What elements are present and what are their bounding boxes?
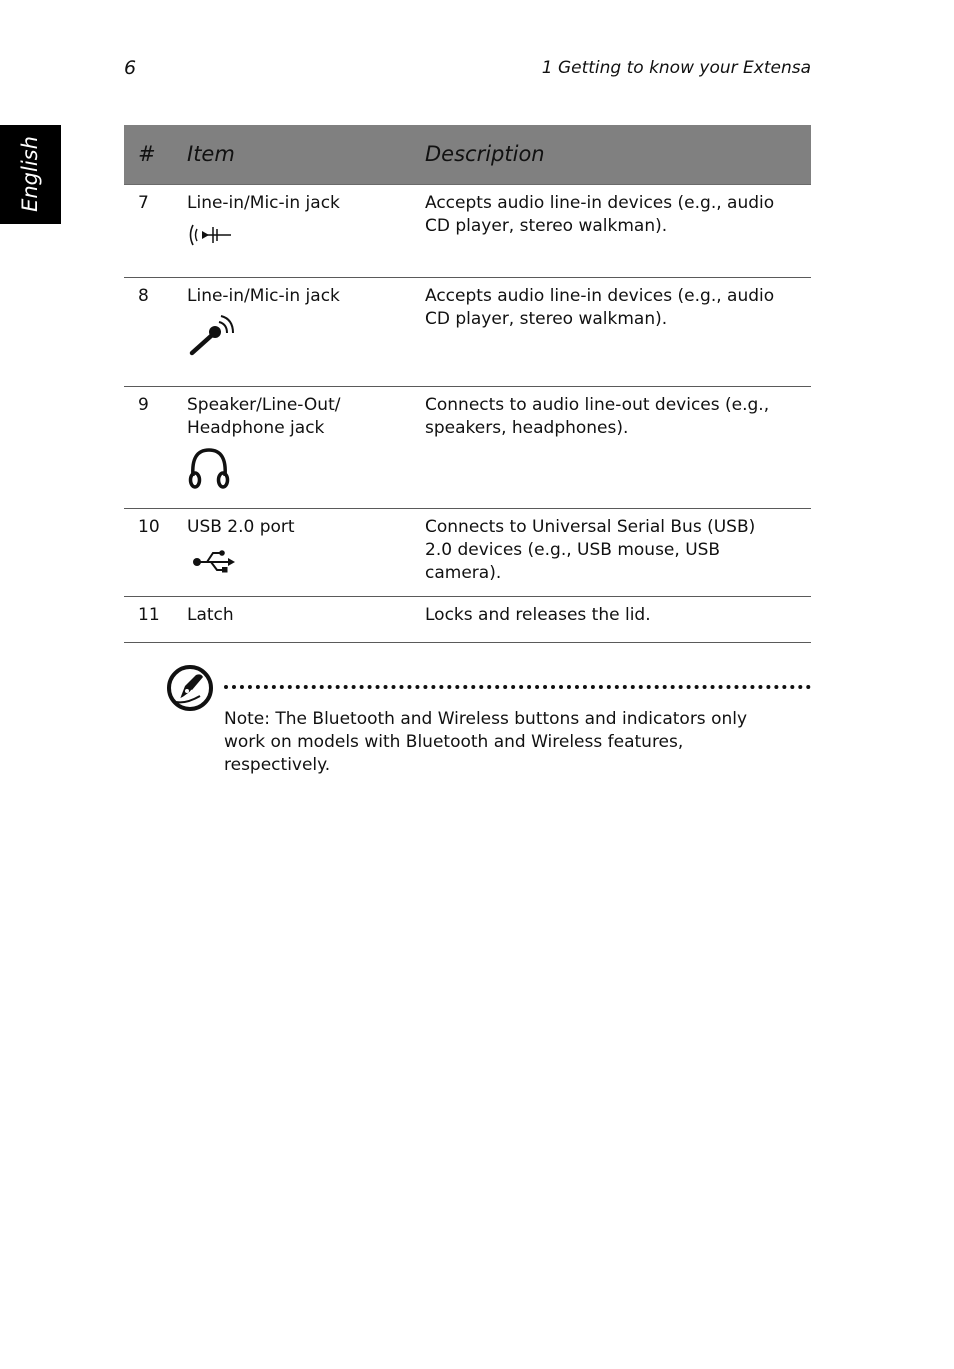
row-number: 8	[124, 278, 187, 387]
table-header-row	[124, 125, 811, 185]
usb-icon	[187, 545, 237, 575]
row-number: 11	[124, 597, 187, 643]
row-item-cell	[187, 278, 425, 387]
row-number: 10	[124, 509, 187, 597]
note-text	[224, 708, 784, 777]
line-in-icon	[187, 221, 235, 249]
row-number: 7	[124, 185, 187, 278]
note-box	[166, 664, 811, 784]
row-item-cell	[187, 387, 425, 509]
row-description: Accepts audio line-in devices (e.g., audio CD player, stereo walkman).	[425, 278, 811, 387]
chapter-title: 1 Getting to know your Extensa	[541, 58, 811, 78]
headphone-icon	[187, 446, 233, 492]
page-number: 6	[124, 57, 137, 79]
table-row	[124, 185, 811, 278]
row-item-label: Latch	[187, 597, 425, 643]
row-description: Connects to Universal Serial Bus (USB) 2.0 devices (e.g., USB mouse, USB camera).	[425, 509, 811, 597]
table-row	[124, 387, 811, 509]
row-item-cell	[187, 185, 425, 278]
table-row	[124, 597, 811, 643]
note-label: Note	[224, 709, 265, 729]
row-item-label: Line-in/Mic-in jack	[187, 193, 340, 213]
microphone-icon	[187, 314, 237, 358]
row-item-label: Line-in/Mic-in jack	[187, 286, 340, 306]
table-row	[124, 278, 811, 387]
row-description: Accepts audio line-in devices (e.g., audio CD player, stereo walkman).	[425, 185, 811, 278]
language-side-tab	[0, 125, 61, 224]
header-number: #	[124, 125, 187, 185]
note-divider	[224, 685, 811, 689]
row-number: 9	[124, 387, 187, 509]
row-description: Locks and releases the lid.	[425, 597, 811, 643]
table-row	[124, 509, 811, 597]
row-item-cell	[187, 509, 425, 597]
note-pen-icon	[166, 664, 214, 712]
header-description: Description	[425, 125, 811, 185]
header-item: Item	[187, 125, 425, 185]
row-item-label: USB 2.0 port	[187, 517, 295, 537]
note-body: : The Bluetooth and Wireless buttons and indicators only work on models with Bluetooth and Wireless features, respectively.	[224, 709, 748, 775]
item-table	[124, 125, 811, 643]
language-tab-label: English	[18, 136, 42, 212]
row-item-label: Speaker/Line-Out/ Headphone jack	[187, 395, 341, 438]
row-description: Connects to audio line-out devices (e.g., speakers, headphones).	[425, 387, 811, 509]
